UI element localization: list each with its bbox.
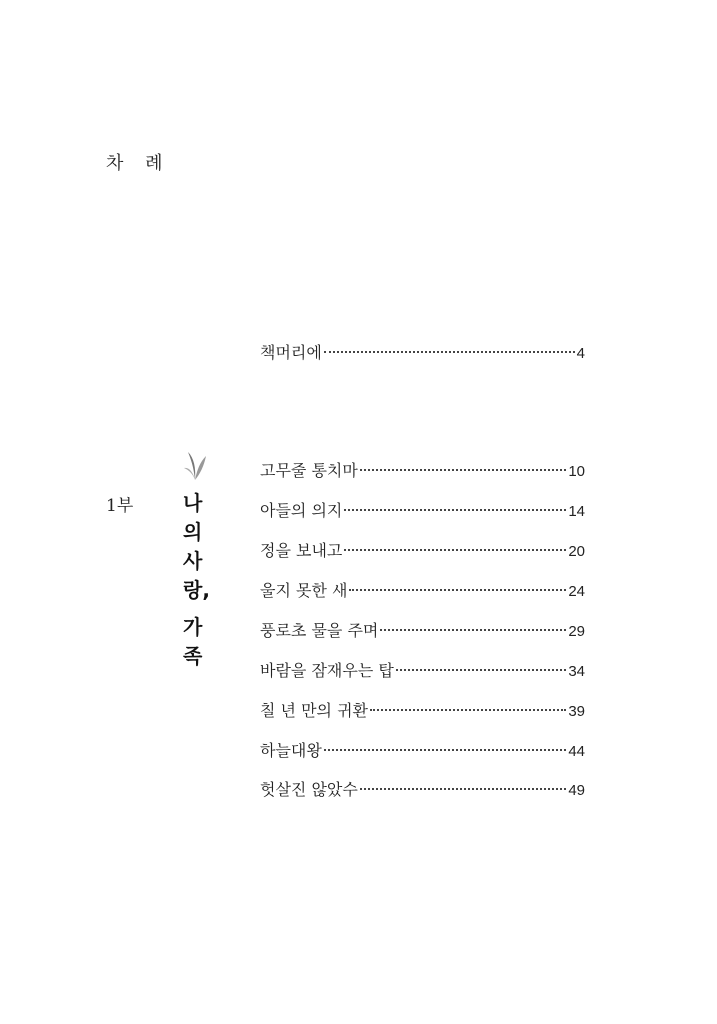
toc-entry[interactable] [260, 618, 585, 641]
toc-entry-title: 바람을 잠재우는 탑 [260, 661, 394, 680]
toc-entry-page: 39 [568, 703, 585, 720]
dot-leader [360, 469, 566, 471]
toc-entry[interactable] [260, 738, 585, 761]
dot-leader [380, 629, 566, 631]
toc-entry-title: 정을 보내고 [260, 541, 343, 560]
toc-entry[interactable] [260, 698, 585, 721]
toc-entry[interactable] [260, 538, 585, 561]
toc-entry-title: 칠 년 만의 귀환 [260, 701, 368, 720]
dot-leader [396, 669, 566, 671]
dot-leader [344, 549, 566, 551]
leaf-icon [180, 446, 210, 482]
toc-entry-title: 하늘대왕 [260, 741, 322, 760]
dot-leader [324, 351, 575, 353]
toc-entry-title: 헛살진 않았수 [260, 780, 358, 799]
part-title-char: 가 [183, 615, 203, 639]
toc-entry-page: 49 [568, 782, 585, 799]
page-title: 차 례 [106, 153, 171, 174]
toc-entry-title: 울지 못한 새 [260, 581, 348, 600]
toc-entry-title: 고무줄 통치마 [260, 461, 358, 480]
toc-entry-page: 44 [568, 743, 585, 760]
toc-entry[interactable] [260, 777, 585, 800]
part-title [183, 489, 213, 671]
part-title-char: 의 [183, 520, 203, 544]
toc-entry-title: 책머리에 [260, 343, 322, 362]
dot-leader [360, 788, 566, 790]
toc-entry-page: 34 [568, 663, 585, 680]
part-title-char: 랑, [183, 578, 210, 602]
toc-entry[interactable] [260, 578, 585, 601]
toc-entry-page: 10 [568, 463, 585, 480]
part-title-char: 나 [183, 491, 203, 515]
toc-entry-preface[interactable] [260, 340, 585, 363]
toc-entry-page: 29 [568, 623, 585, 640]
toc-entry-page: 14 [568, 503, 585, 520]
dot-leader [344, 509, 566, 511]
part-number: 1부 [106, 496, 134, 516]
dot-leader [324, 749, 566, 751]
toc-entry-page: 24 [568, 583, 585, 600]
toc-entry-page: 20 [568, 543, 585, 560]
part-title-char: 사 [183, 549, 203, 573]
dot-leader [370, 709, 566, 711]
part-title-char: 족 [183, 644, 203, 668]
toc-entry[interactable] [260, 658, 585, 681]
toc-entry[interactable] [260, 498, 585, 521]
toc-entry-title: 아들의 의지 [260, 501, 343, 520]
toc-entry-title: 풍로초 물을 주며 [260, 621, 379, 640]
dot-leader [349, 589, 566, 591]
toc-entry[interactable] [260, 458, 585, 481]
toc-entry-page: 4 [576, 345, 585, 362]
